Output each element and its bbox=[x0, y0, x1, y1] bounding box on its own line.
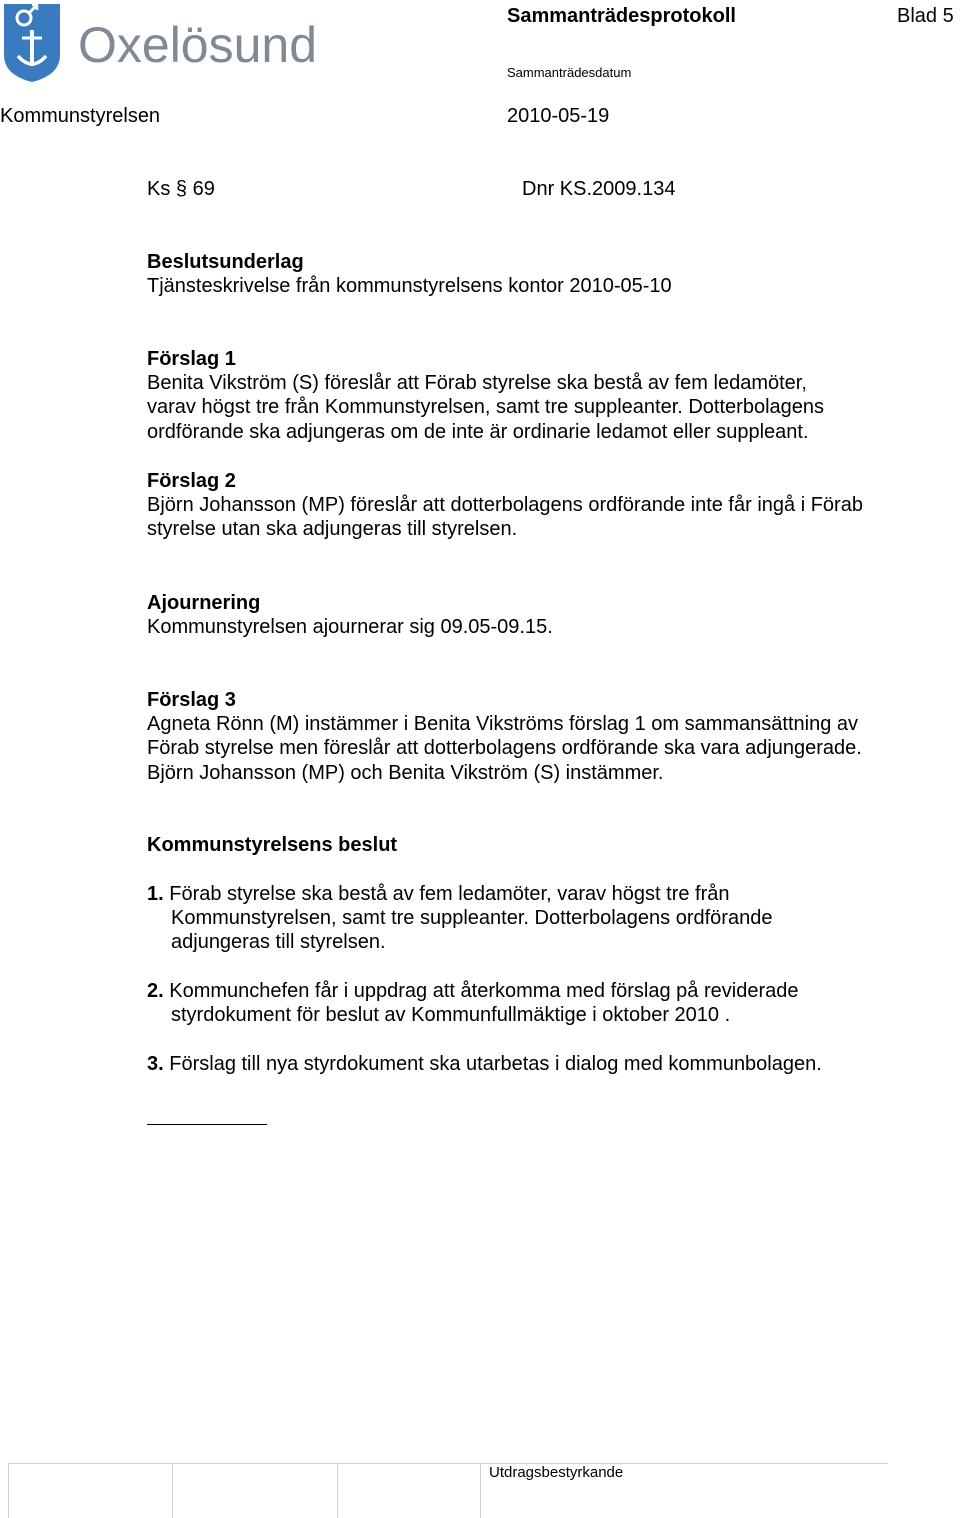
section-title: Ajournering bbox=[147, 592, 261, 614]
text-line: Kommunstyrelsen ajournerar sig 09.05-09.15. bbox=[147, 616, 553, 639]
section-title: Beslutsunderlag bbox=[147, 251, 304, 273]
text-line: Björn Johansson (MP) och Benita Vikström (S) instämmer. bbox=[147, 761, 664, 784]
text-line: Kommunstyrelsen, samt tre suppleanter. Dotterbolagens ordförande bbox=[171, 907, 773, 930]
municipality-logo bbox=[0, 0, 345, 85]
case-dnr: Dnr KS.2009.134 bbox=[522, 178, 676, 200]
text-line: ordförande ska adjungeras om de inte är ordinarie ledamot eller suppleant. bbox=[147, 420, 809, 443]
text-line: Björn Johansson (MP) föreslår att dotterbolagens ordförande inte får ingå i Förab bbox=[147, 494, 863, 517]
committee-name: Kommunstyrelsen bbox=[0, 105, 161, 127]
section-forslag-2 bbox=[147, 469, 863, 542]
municipal-crest-icon bbox=[0, 0, 345, 85]
footer-cell bbox=[172, 1464, 173, 1518]
section-title: Förslag 3 bbox=[147, 689, 236, 711]
section-title: Förslag 2 bbox=[147, 470, 236, 492]
text-line: styrelse utan ska adjungeras till styrelsen. bbox=[147, 518, 518, 541]
section-forslag-3 bbox=[147, 688, 862, 785]
decision-item-2 bbox=[147, 979, 798, 1027]
document-title: Sammanträdesprotokoll bbox=[507, 5, 736, 27]
text-line: Benita Vikström (S) föreslår att Förab styrelse ska bestå av fem ledamöter, bbox=[147, 372, 807, 395]
text-line: Agneta Rönn (M) instämmer i Benita Vikströms förslag 1 om sammansättning av bbox=[147, 713, 859, 736]
text-line: styrdokument för beslut av Kommunfullmäktige i oktober 2010 . bbox=[171, 1004, 731, 1027]
text-line: Tjänsteskrivelse från kommunstyrelsens kontor 2010-05-10 bbox=[147, 275, 672, 298]
decision-item-3 bbox=[147, 1052, 822, 1076]
footer-divider bbox=[8, 1463, 888, 1464]
footer-cell bbox=[480, 1464, 481, 1518]
decision-number: 3. bbox=[147, 1053, 164, 1075]
text-line: Förab styrelse men föreslår att dotterbolagens ordförande ska vara adjungerade. bbox=[147, 737, 862, 760]
section-title: Förslag 1 bbox=[147, 348, 236, 370]
svg-text:Oxelösund: Oxelösund bbox=[78, 17, 318, 73]
decision-number: 2. bbox=[147, 980, 164, 1002]
decision-heading: Kommunstyrelsens beslut bbox=[147, 834, 398, 856]
text-line: varav högst tre från Kommunstyrelsen, samt tre suppleanter. Dotterbolagens bbox=[147, 396, 825, 419]
decision-item-1 bbox=[147, 882, 772, 955]
decision-number: 1. bbox=[147, 883, 164, 905]
case-paragraph: Ks § 69 bbox=[147, 178, 215, 200]
date-label: Sammanträdesdatum bbox=[507, 65, 632, 80]
footer-cell bbox=[337, 1464, 338, 1518]
text-line: adjungeras till styrelsen. bbox=[171, 931, 386, 954]
section-beslutsunderlag bbox=[147, 250, 672, 298]
section-ajournering bbox=[147, 591, 553, 639]
text-line: Förab styrelse ska bestå av fem ledamöter, varav högst tre från bbox=[169, 883, 730, 905]
footer-label: Utdragsbestyrkande bbox=[489, 1464, 624, 1481]
footer-cell bbox=[8, 1464, 9, 1518]
page-number: Blad 5 bbox=[897, 5, 954, 27]
text-line: Förslag till nya styrdokument ska utarbetas i dialog med kommunbolagen. bbox=[169, 1053, 822, 1075]
signature-line bbox=[147, 1124, 267, 1125]
text-line: Kommunchefen får i uppdrag att återkomma med förslag på reviderade bbox=[169, 980, 799, 1002]
section-forslag-1 bbox=[147, 347, 824, 444]
meeting-date: 2010-05-19 bbox=[507, 105, 610, 127]
